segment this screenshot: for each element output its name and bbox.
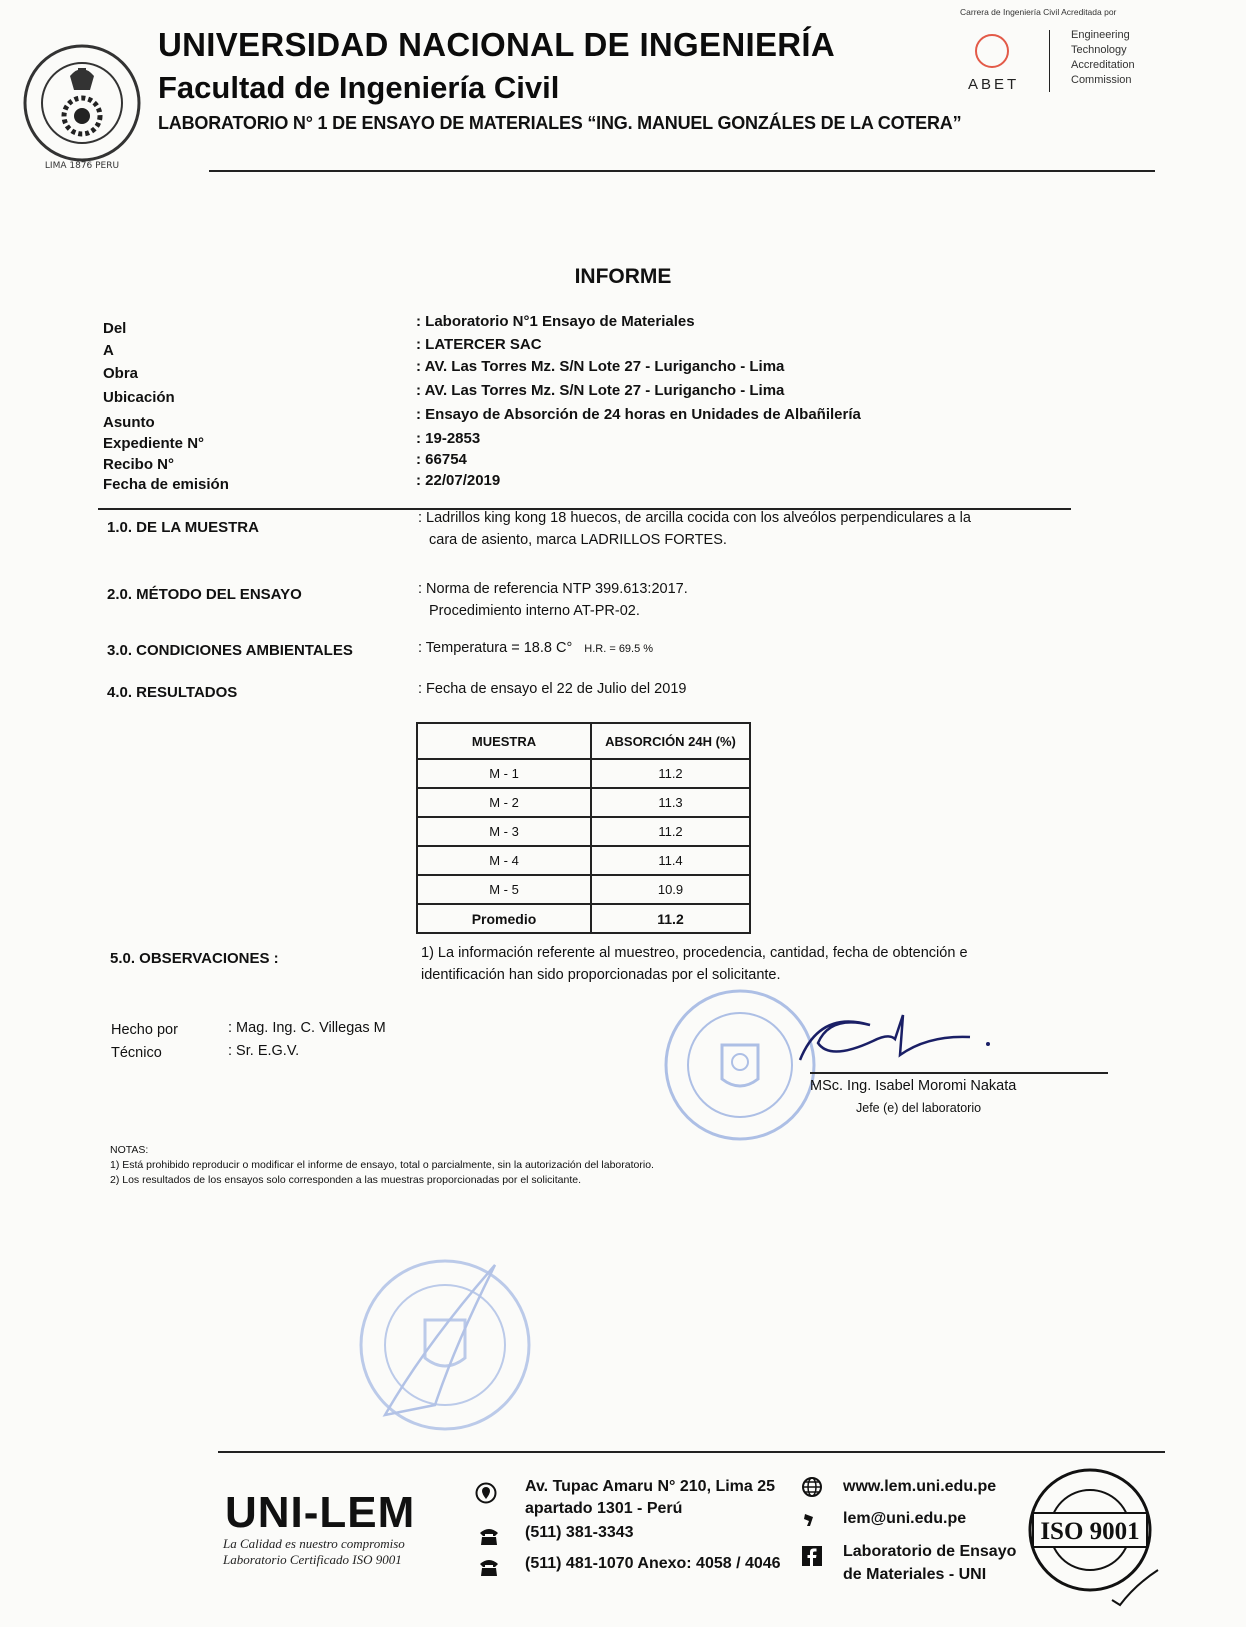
- detail-label-recibo: Recibo N°: [103, 456, 175, 473]
- slogan-line: La Calidad es nuestro compromiso: [223, 1536, 405, 1551]
- section-condiciones-title: 3.0. CONDICIONES AMBIENTALES: [107, 642, 353, 659]
- signer-role: Jefe (e) del laboratorio: [856, 1101, 982, 1115]
- footer-slogan: [223, 1536, 405, 1568]
- observation-line: identificación han sido proporcionadas por el solicitante.: [421, 967, 781, 983]
- note-item: 2) Los resultados de los ensayos solo corresponden a las muestras proporcionadas por el solicitante.: [110, 1174, 582, 1186]
- section-resultados-title: 4.0. RESULTADOS: [107, 684, 238, 701]
- table-cell: M - 5: [417, 875, 591, 904]
- footer-rule: [218, 1451, 1165, 1453]
- footer-facebook-line1[interactable]: Laboratorio de Ensayo: [843, 1543, 1017, 1560]
- table-average-row: [417, 904, 750, 933]
- humidity-value: H.R. = 69.5 %: [584, 643, 654, 655]
- table-cell: 11.3: [591, 788, 750, 817]
- footer-phone2[interactable]: (511) 481-1070 Anexo: 4058 / 4046: [525, 1555, 781, 1572]
- facebook-icon: [801, 1545, 823, 1567]
- column-header: ABSORCIÓN 24H (%): [591, 723, 750, 759]
- abet-line: Engineering: [1071, 29, 1130, 41]
- section-metodo-text: [418, 578, 688, 622]
- footer-address-line1: Av. Tupac Amaru N° 210, Lima 25: [525, 1478, 776, 1495]
- detail-label-expediente: Expediente N°: [103, 435, 205, 452]
- detail-value-fecha: : 22/07/2019: [416, 472, 501, 489]
- detail-label-fecha: Fecha de emisión: [103, 476, 229, 493]
- section-observaciones-title: 5.0. OBSERVACIONES :: [110, 950, 279, 967]
- abet-line: Technology: [1071, 44, 1127, 56]
- detail-value-expediente: : 19-2853: [416, 430, 481, 447]
- table-row: [417, 817, 750, 846]
- detail-value-asunto: : Ensayo de Absorción de 24 horas en Unidades de Albañilería: [416, 406, 861, 423]
- signature-line: [810, 1072, 1108, 1074]
- detail-value-del: : Laboratorio N°1 Ensayo de Materiales: [416, 313, 695, 330]
- table-row: [417, 846, 750, 875]
- abet-logo-icon: [975, 34, 1009, 68]
- section-muestra-line: cara de asiento, marca LADRILLOS FORTES.: [429, 532, 727, 548]
- section-muestra-line: : Ladrillos king kong 18 huecos, de arcilla cocida con los alveólos perpendiculares a la: [418, 510, 971, 526]
- column-header: MUESTRA: [417, 723, 591, 759]
- table-cell: Promedio: [417, 904, 591, 933]
- detail-label-ubicacion: Ubicación: [103, 389, 175, 406]
- footer-brand: UNI-LEM: [225, 1488, 416, 1537]
- footer-email[interactable]: lem@uni.edu.pe: [843, 1510, 967, 1527]
- detail-value-ubicacion: : AV. Las Torres Mz. S/N Lote 27 - Lurigancho - Lima: [416, 382, 785, 399]
- detail-label-a: A: [103, 342, 114, 359]
- detail-value-obra: : AV. Las Torres Mz. S/N Lote 27 - Lurigancho - Lima: [416, 358, 785, 375]
- section-metodo-title: 2.0. MÉTODO DEL ENSAYO: [107, 586, 302, 603]
- table-row: [417, 759, 750, 788]
- abet-line: Commission: [1071, 74, 1132, 86]
- header-rule: [209, 170, 1155, 172]
- accreditation-caption: Carrera de Ingeniería Civil Acreditada por: [960, 7, 1117, 17]
- footer-phone1[interactable]: (511) 381-3343: [525, 1524, 634, 1541]
- table-cell: M - 3: [417, 817, 591, 846]
- notes: [110, 1143, 654, 1188]
- section-muestra-title: 1.0. DE LA MUESTRA: [107, 519, 259, 536]
- abet-name: ABET: [968, 76, 1020, 93]
- temperature-value: : Temperatura = 18.8 C°: [418, 640, 573, 656]
- abet-divider: [1049, 30, 1050, 92]
- iso-seal-text: ISO 9001: [1040, 1518, 1140, 1545]
- email-icon: [801, 1508, 823, 1530]
- svg-text:LIMA 1876 PERU: LIMA 1876 PERU: [44, 161, 120, 171]
- table-cell: 11.2: [591, 904, 750, 933]
- technician-value: : Sr. E.G.V.: [228, 1043, 300, 1059]
- faculty-name: Facultad de Ingeniería Civil: [158, 70, 560, 105]
- university-name: UNIVERSIDAD NACIONAL DE INGENIERÍA: [158, 26, 835, 63]
- detail-value-recibo: : 66754: [416, 451, 467, 468]
- table-cell: 11.2: [591, 759, 750, 788]
- detail-label-obra: Obra: [103, 365, 139, 382]
- table-cell: M - 2: [417, 788, 591, 817]
- phone-icon: [478, 1525, 500, 1547]
- table-row: [417, 788, 750, 817]
- table-cell: M - 1: [417, 759, 591, 788]
- globe-icon: [801, 1476, 823, 1498]
- footer-facebook-line2[interactable]: de Materiales - UNI: [843, 1566, 987, 1583]
- table-cell: 11.4: [591, 846, 750, 875]
- detail-label-asunto: Asunto: [103, 414, 155, 431]
- notes-heading: NOTAS:: [110, 1144, 149, 1156]
- note-item: 1) Está prohibido reproducir o modificar el informe de ensayo, total o parcialmente, sin la autorización del laboratorio.: [110, 1159, 654, 1171]
- footer-address-line2: apartado 1301 - Perú: [525, 1500, 683, 1517]
- detail-value-a: : LATERCER SAC: [416, 336, 542, 353]
- table-header-row: [417, 723, 750, 759]
- table-cell: 11.2: [591, 817, 750, 846]
- laboratory-name: LABORATORIO N° 1 DE ENSAYO DE MATERIALES “ING. MANUEL GONZÁLES DE LA COTERA”: [158, 113, 962, 133]
- detail-label-del: Del: [103, 320, 127, 337]
- section-muestra-text: [418, 507, 971, 551]
- section-resultados-text: : Fecha de ensayo el 22 de Julio del 2019: [418, 681, 687, 697]
- slogan-line: Laboratorio Certificado ISO 9001: [223, 1552, 402, 1567]
- report-title: INFORME: [574, 265, 672, 288]
- approval-stamp: [355, 1255, 535, 1435]
- signer-name: MSc. Ing. Isabel Moromi Nakata: [810, 1078, 1017, 1094]
- table-cell: 10.9: [591, 875, 750, 904]
- section-metodo-line: Procedimiento interno AT-PR-02.: [429, 603, 640, 619]
- made-by-value: : Mag. Ing. C. Villegas M: [228, 1020, 386, 1036]
- table-row: [417, 875, 750, 904]
- phone-icon: [478, 1556, 500, 1578]
- results-table: [416, 722, 751, 934]
- made-by-label: Hecho por: [111, 1022, 178, 1038]
- section-metodo-line: : Norma de referencia NTP 399.613:2017.: [418, 581, 688, 597]
- check-mark-icon: [1110, 1560, 1160, 1610]
- section-observaciones-text: [421, 942, 968, 986]
- footer-website[interactable]: www.lem.uni.edu.pe: [843, 1478, 997, 1495]
- observation-line: 1) La información referente al muestreo, procedencia, cantidad, fecha de obtención e: [421, 945, 968, 961]
- location-pin-icon: [475, 1482, 497, 1504]
- university-seal: [22, 28, 142, 178]
- section-condiciones-text: [418, 637, 653, 660]
- table-cell: M - 4: [417, 846, 591, 875]
- abet-commission: [1071, 28, 1135, 88]
- technician-label: Técnico: [111, 1045, 162, 1061]
- abet-line: Accreditation: [1071, 59, 1135, 71]
